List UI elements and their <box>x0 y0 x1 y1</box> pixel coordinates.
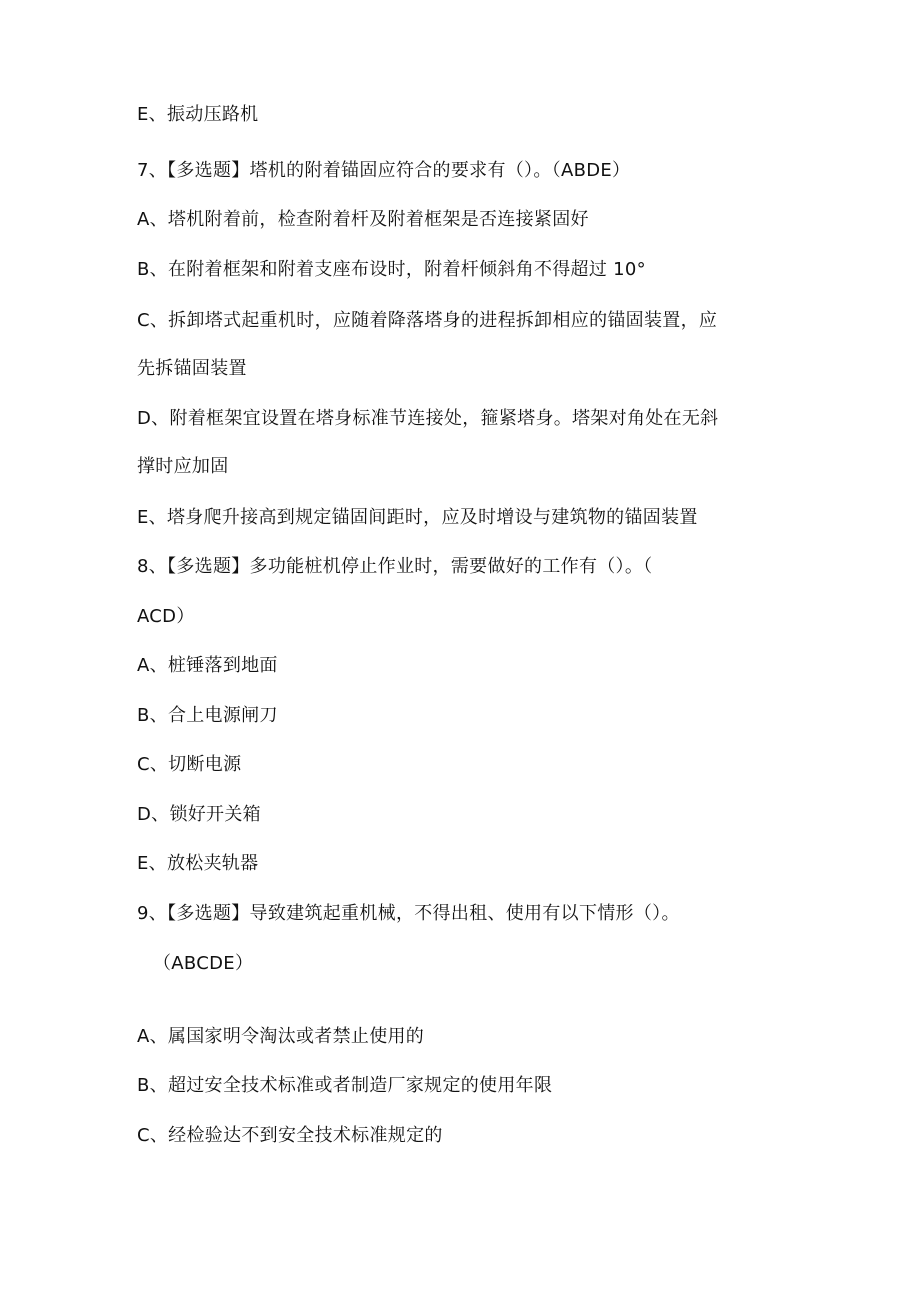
question-9-option-c: C、经检验达不到安全技术标准规定的 <box>137 1125 443 1146</box>
option-e-text: E、振动压路机 <box>137 104 259 125</box>
question-7-option-c: C、拆卸塔式起重机时，应随着降落塔身的进程拆卸相应的锚固装置，应 <box>137 310 718 331</box>
question-8-answer: ACD） <box>137 606 195 627</box>
question-8-option-b: B、合上电源闸刀 <box>137 705 278 726</box>
question-7-option-c-continued: 先拆锚固装置 <box>137 358 247 379</box>
question-7-option-d-continued: 撑时应加固 <box>137 456 229 477</box>
question-9-option-b: B、超过安全技术标准或者制造厂家规定的使用年限 <box>137 1075 553 1096</box>
question-8-option-e: E、放松夹轨器 <box>137 853 259 874</box>
question-7-option-d: D、附着框架宜设置在塔身标准节连接处，箍紧塔身。塔架对角处在无斜 <box>137 408 719 429</box>
question-7-option-b: B、在附着框架和附着支座布设时，附着杆倾斜角不得超过 10° <box>137 259 646 280</box>
question-8-option-a: A、桩锤落到地面 <box>137 655 278 676</box>
question-8-option-c: C、切断电源 <box>137 754 242 775</box>
question-9-answer: （ABCDE） <box>153 953 254 974</box>
question-8-option-d: D、锁好开关箱 <box>137 804 261 825</box>
question-9-title: 9、【多选题】导致建筑起重机械，不得出租、使用有以下情形（）。 <box>137 903 680 924</box>
question-8-title: 8、【多选题】多功能桩机停止作业时，需要做好的工作有（）。（ <box>137 556 653 577</box>
question-7-title: 7、【多选题】塔机的附着锚固应符合的要求有（）。（ABDE） <box>137 160 631 181</box>
question-7-option-e: E、塔身爬升接高到规定锚固间距时，应及时增设与建筑物的锚固装置 <box>137 507 698 528</box>
question-9-option-a: A、属国家明令淘汰或者禁止使用的 <box>137 1026 425 1047</box>
question-7-option-a: A、塔机附着前，检查附着杆及附着框架是否连接紧固好 <box>137 209 589 230</box>
